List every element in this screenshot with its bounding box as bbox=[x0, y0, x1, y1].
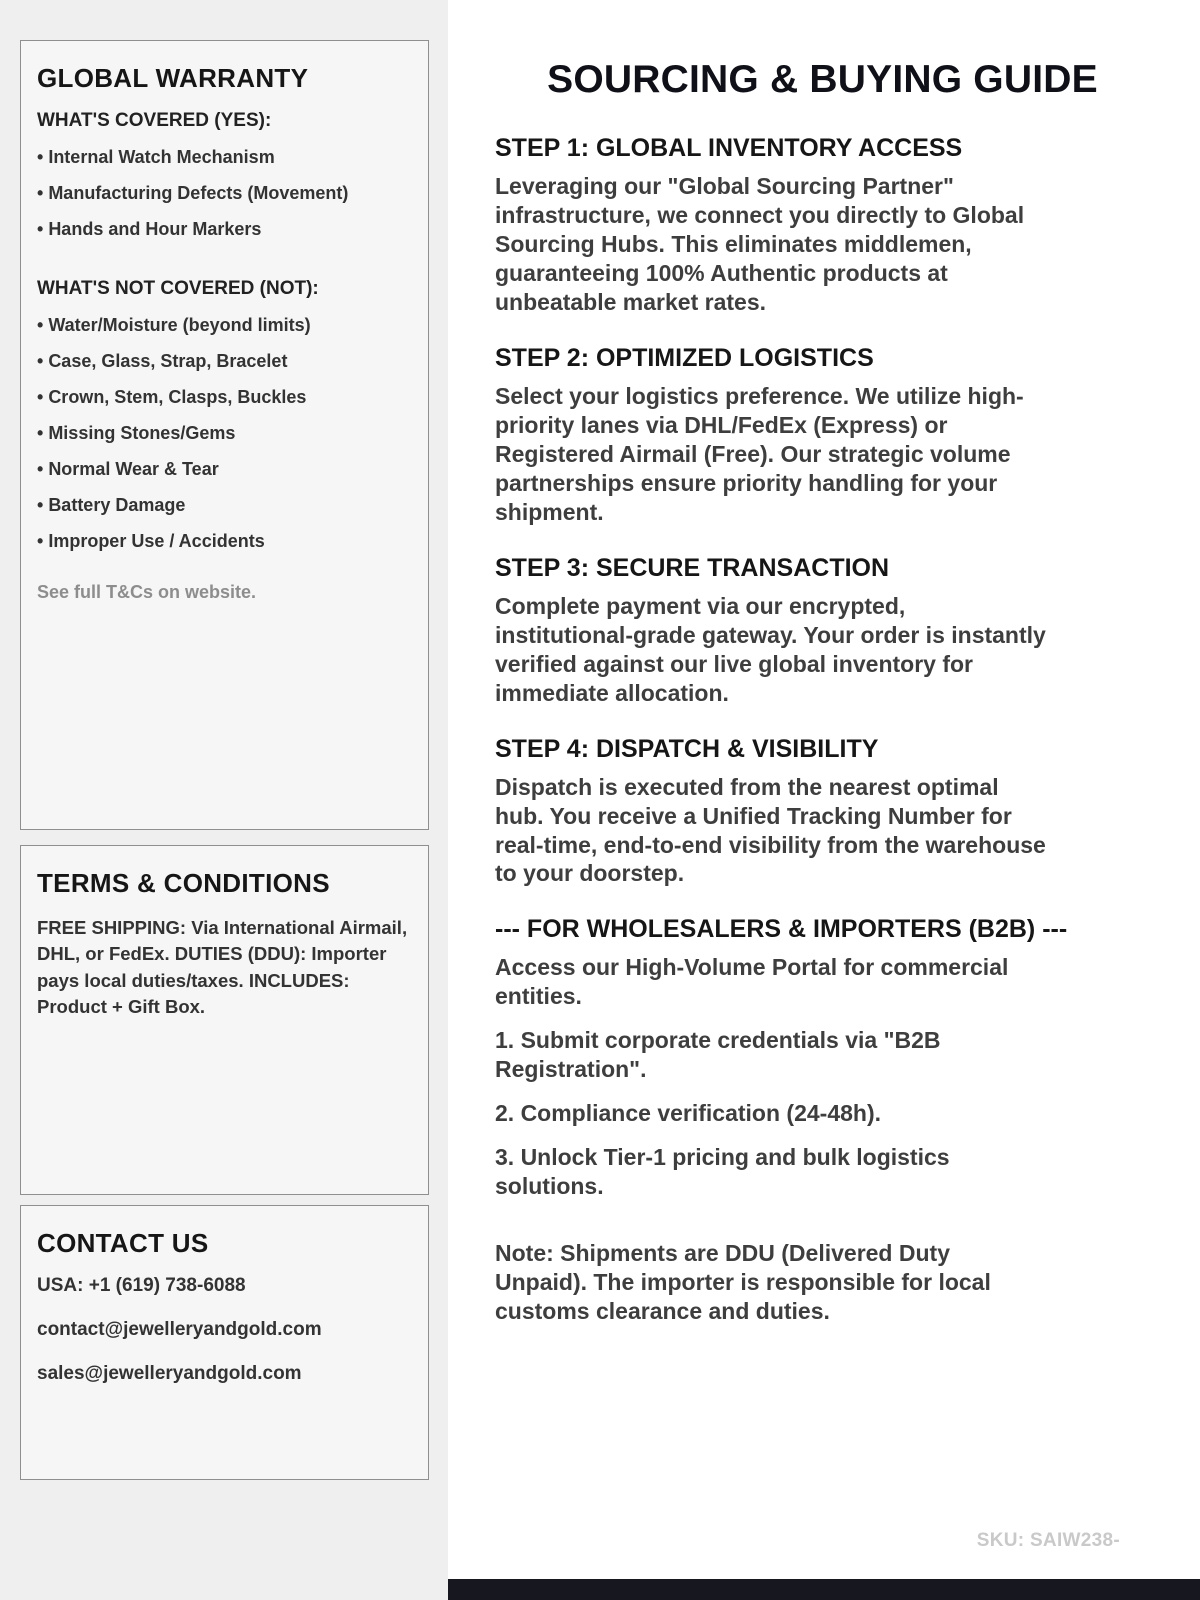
list-item: • Improper Use / Accidents bbox=[37, 531, 412, 552]
contact-email-primary: contact@jewelleryandgold.com bbox=[37, 1319, 322, 1340]
b2b-section bbox=[495, 915, 1150, 1326]
list-item: • Normal Wear & Tear bbox=[37, 459, 412, 480]
step-4-body: Dispatch is executed from the nearest optimal hub. You receive a Unified Tracking Number for real-time, end-to-end visibility from the warehouse to your doorstep. bbox=[495, 773, 1046, 887]
step-2-heading: STEP 2: OPTIMIZED LOGISTICS bbox=[495, 343, 874, 372]
step-1-body: Leveraging our "Global Sourcing Partner" infrastructure, we connect you directly to Global Sourcing Hubs. This eliminates middlemen, guaranteeing 100% Authentic products at unbeatable market rates. bbox=[495, 173, 1025, 315]
warranty-panel bbox=[20, 40, 429, 830]
page-title: SOURCING & BUYING GUIDE bbox=[547, 58, 1098, 101]
sku-label: SKU: SAIW238- bbox=[976, 1530, 1120, 1551]
b2b-step-3: 3. Unlock Tier-1 pricing and bulk logistics solutions. bbox=[495, 1144, 950, 1200]
contact-panel bbox=[20, 1205, 429, 1480]
contact-email-sales: sales@jewelleryandgold.com bbox=[37, 1363, 302, 1384]
list-item: • Case, Glass, Strap, Bracelet bbox=[37, 351, 412, 372]
b2b-heading: --- FOR WHOLESALERS & IMPORTERS (B2B) --- bbox=[495, 915, 1068, 944]
b2b-step-2: 2. Compliance verification (24-48h). bbox=[495, 1100, 882, 1127]
step-3-body: Complete payment via our encrypted, institutional-grade gateway. Your order is instantly verified against our live global inventory for immediate allocation. bbox=[495, 592, 1046, 706]
contact-title: CONTACT US bbox=[37, 1228, 209, 1258]
terms-body: FREE SHIPPING: Via International Airmail, DHL, or FedEx. DUTIES (DDU): Importer pays local duties/taxes. INCLUDES: Product + Gift Box. bbox=[37, 917, 408, 1017]
covered-heading: WHAT'S COVERED (YES): bbox=[37, 110, 272, 131]
step-3-heading: STEP 3: SECURE TRANSACTION bbox=[495, 553, 890, 582]
b2b-step-1: 1. Submit corporate credentials via "B2B Registration". bbox=[495, 1027, 941, 1083]
list-item: • Manufacturing Defects (Movement) bbox=[37, 183, 412, 204]
list-item: • Battery Damage bbox=[37, 495, 412, 516]
list-item: • Water/Moisture (beyond limits) bbox=[37, 315, 412, 336]
b2b-note: Note: Shipments are DDU (Delivered Duty Unpaid). The importer is responsible for local customs clearance and duties. bbox=[495, 1240, 991, 1325]
b2b-intro: Access our High-Volume Portal for commercial entities. bbox=[495, 954, 1009, 1010]
not-covered-list bbox=[37, 315, 412, 552]
step-4-section bbox=[495, 735, 1150, 889]
list-item: • Hands and Hour Markers bbox=[37, 219, 412, 240]
not-covered-heading: WHAT'S NOT COVERED (NOT): bbox=[37, 278, 319, 299]
sidebar bbox=[0, 0, 448, 1600]
list-item: • Crown, Stem, Clasps, Buckles bbox=[37, 387, 412, 408]
step-1-section bbox=[495, 134, 1150, 317]
step-2-section bbox=[495, 344, 1150, 527]
terms-panel bbox=[20, 845, 429, 1195]
bottom-bar bbox=[448, 1579, 1200, 1600]
list-item: • Internal Watch Mechanism bbox=[37, 147, 412, 168]
warranty-footnote: See full T&Cs on website. bbox=[37, 582, 257, 602]
contact-phone: USA: +1 (619) 738-6088 bbox=[37, 1275, 246, 1296]
warranty-title: GLOBAL WARRANTY bbox=[37, 63, 309, 93]
step-4-heading: STEP 4: DISPATCH & VISIBILITY bbox=[495, 734, 879, 763]
terms-title: TERMS & CONDITIONS bbox=[37, 868, 330, 898]
step-2-body: Select your logistics preference. We utilize high-priority lanes via DHL/FedEx (Express) or Registered Airmail (Free). Our strategic volume partnerships ensure priority handling for your shipment. bbox=[495, 382, 1024, 525]
step-1-heading: STEP 1: GLOBAL INVENTORY ACCESS bbox=[495, 134, 963, 162]
main-content bbox=[448, 0, 1200, 1600]
list-item: • Missing Stones/Gems bbox=[37, 423, 412, 444]
step-3-section bbox=[495, 554, 1150, 708]
covered-list bbox=[37, 147, 412, 240]
